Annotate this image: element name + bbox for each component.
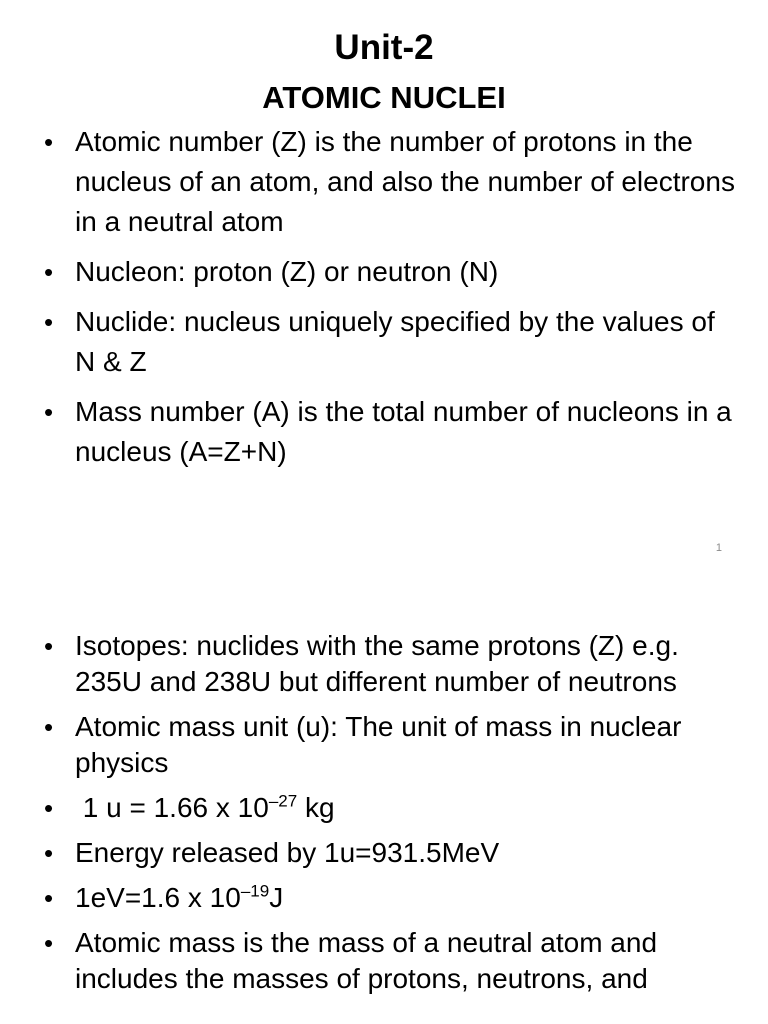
slide-subtitle: ATOMIC NUCLEI bbox=[262, 80, 506, 115]
bullet-item bbox=[0, 392, 768, 472]
bullet-text-pre: 1eV=1.6 x 10 bbox=[75, 882, 241, 913]
bullet-item bbox=[0, 252, 768, 292]
bullet-dot-icon: • bbox=[44, 712, 54, 742]
bullet-item bbox=[0, 925, 768, 997]
bullet-item bbox=[0, 790, 768, 826]
bullet-item bbox=[0, 122, 768, 242]
bullet-item bbox=[0, 709, 768, 781]
bullet-text-post: J bbox=[269, 882, 284, 913]
bullet-list bbox=[0, 628, 768, 1006]
bullet-dot-icon: • bbox=[44, 631, 54, 661]
bullet-text-pre: 1 u = 1.66 x 10 bbox=[75, 792, 269, 823]
bullet-dot-icon: • bbox=[44, 307, 54, 337]
bullet-text: Nuclide: nucleus uniquely specified by the values of N & Z bbox=[75, 306, 715, 377]
bullet-list bbox=[0, 122, 768, 482]
exponent: –27 bbox=[268, 791, 298, 811]
bullet-text: Mass number (A) is the total number of nucleons in a nucleus (A=Z+N) bbox=[75, 396, 732, 467]
bullet-dot-icon: • bbox=[44, 257, 54, 287]
bullet-dot-icon: • bbox=[44, 793, 54, 823]
bullet-dot-icon: • bbox=[44, 838, 54, 868]
bullet-text: Isotopes: nuclides with the same protons (Z) e.g. 235U and 238U but different number of neutrons bbox=[75, 630, 679, 697]
bullet-text-post: kg bbox=[297, 792, 335, 823]
bullet-text: Atomic mass unit (u): The unit of mass in nuclear physics bbox=[75, 711, 682, 778]
bullet-item bbox=[0, 628, 768, 700]
page-number: 1 bbox=[715, 542, 722, 554]
exponent: –19 bbox=[240, 881, 270, 901]
bullet-text: Atomic mass is the mass of a neutral atom and includes the masses of protons, neutrons, and bbox=[75, 927, 658, 994]
bullet-text: Energy released by 1u=931.5MeV bbox=[75, 837, 500, 868]
bullet-text: Nucleon: proton (Z) or neutron (N) bbox=[75, 256, 499, 287]
bullet-item bbox=[0, 880, 768, 916]
bullet-dot-icon: • bbox=[44, 127, 54, 157]
slide-2 bbox=[0, 600, 768, 1024]
slide-title: Unit-2 bbox=[334, 28, 434, 67]
bullet-dot-icon: • bbox=[44, 397, 54, 427]
bullet-item bbox=[0, 835, 768, 871]
bullet-item bbox=[0, 302, 768, 382]
bullet-text: Atomic number (Z) is the number of protons in the nucleus of an atom, and also the number of electrons in a neutral atom bbox=[75, 126, 735, 237]
bullet-dot-icon: • bbox=[44, 883, 54, 913]
bullet-dot-icon: • bbox=[44, 928, 54, 958]
